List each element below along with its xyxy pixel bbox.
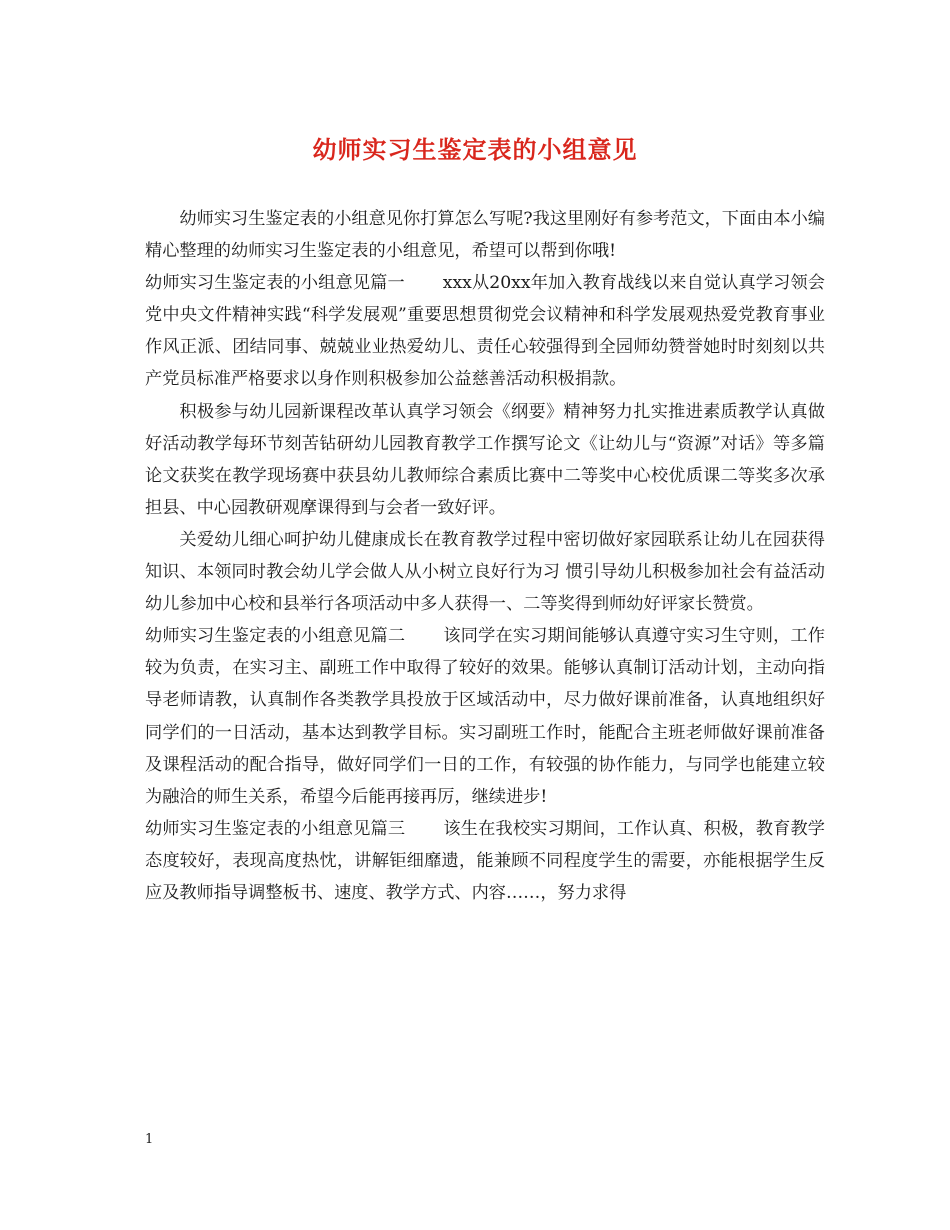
section-3-paragraph bbox=[145, 813, 825, 909]
section-2-heading: 幼师实习生鉴定表的小组意见篇二 bbox=[145, 626, 406, 647]
intro-paragraph: 幼师实习生鉴定表的小组意见你打算怎么写呢?我这里刚好有参考范文，下面由本小编精心整理的幼师实习生鉴定表的小组意见，希望可以帮到你哦! bbox=[145, 209, 825, 262]
section-2-paragraph bbox=[145, 620, 825, 813]
page-number: 1 bbox=[145, 1132, 154, 1147]
section-1-paragraph-2: 积极参与幼儿园新课程改革认真学习领会《纲要》精神努力扎实推进素质教学认真做好活动教学每环节刻苦钻研幼儿园教育教学工作撰写论文《让幼儿与“资源”对话》等多篇论文获奖在教学现场赛中获县幼儿教师综合素质比赛中二等奖中心校优质课二等奖多次承担县、中心园教研观摩课得到与会者一致好评。 bbox=[145, 401, 825, 518]
section-2-text: 该同学在实习期间能够认真遵守实习生守则，工作较为负责，在实习主、副班工作中取得了较好的效果。能够认真制订活动计划，主动向指导老师请教，认真制作各类教学具投放于区域活动中，尽力做好课前准备，认真地组织好同学们的一日活动，基本达到教学目标。实习副班工作时，能配合主班老师做好课前准备及课程活动的配合指导，做好同学们一日的工作，有较强的协作能力，与同学也能建立较为融洽的师生关系，希望今后能再接再厉，继续进步! bbox=[145, 626, 825, 807]
section-1-paragraph-3: 关爱幼儿细心呵护幼儿健康成长在教育教学过程中密切做好家园联系让幼儿在园获得知识、本领同时教会幼儿学会做人从小树立良好行为习 惯引导幼儿积极参加社会有益活动幼儿参加中心校和县举行各项活动中多人获得一、二等奖得到师幼好评家长赞赏。 bbox=[145, 529, 825, 615]
document-title: 幼师实习生鉴定表的小组意见 bbox=[312, 135, 638, 164]
section-1-heading: 幼师实习生鉴定表的小组意见篇一 bbox=[145, 273, 405, 294]
section-3-text: 该生在我校实习期间，工作认真、积极，教育教学态度较好，表现高度热忱，讲解钜细靡遗，能兼顾不同程度学生的需要，亦能根据学生反应及教师指导调整板书、速度、教学方式、内容……，努力求得 bbox=[145, 818, 825, 903]
section-3-heading: 幼师实习生鉴定表的小组意见篇三 bbox=[145, 818, 406, 839]
section-1-paragraph bbox=[145, 267, 825, 395]
section-1-text: xxx从20xx年加入教育战线以来自觉认真学习领会党中央文件精神实践“科学发展观”重要思想贯彻党会议精神和科学发展观热爱党教育事业作风正派、团结同事、兢兢业业热爱幼儿、责任心较强得到全园师幼赞誉她时时刻刻以共产党员标准严格要求以身作则积极参加公益慈善活动积极捐款。 bbox=[145, 273, 825, 390]
document-body bbox=[145, 203, 825, 909]
